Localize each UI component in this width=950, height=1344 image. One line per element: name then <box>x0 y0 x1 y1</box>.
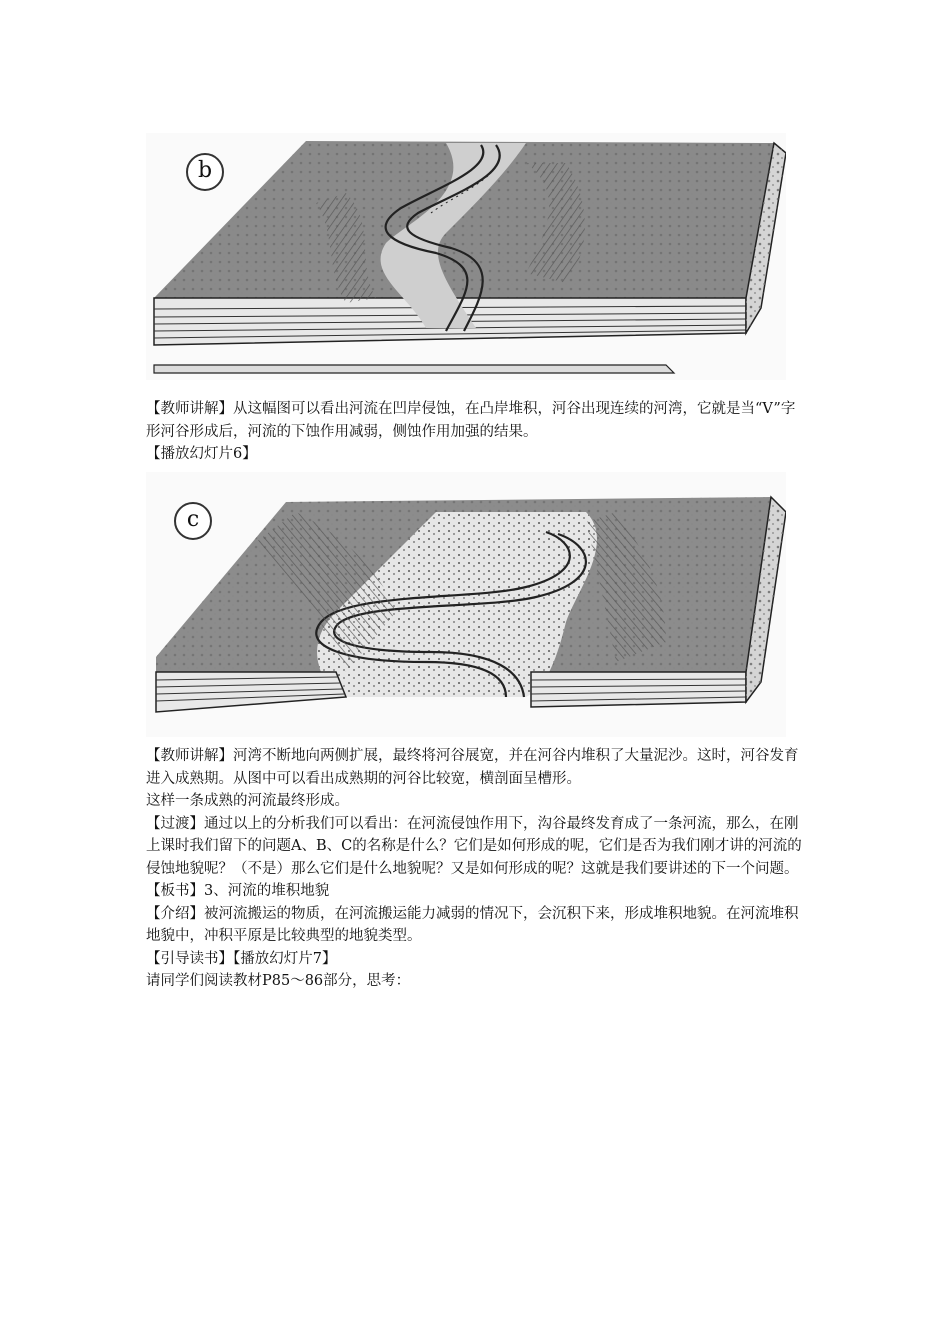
figure-c-mature-river-valley-diagram <box>146 472 786 737</box>
paragraph-text: 请同学们阅读教材P85～86部分，思考： <box>146 973 411 989</box>
paragraph <box>146 813 806 881</box>
paragraph <box>146 398 806 443</box>
paragraph-tag: 【教师讲解】 <box>146 401 233 417</box>
paragraph-tag: 【板书】 <box>146 883 204 899</box>
paragraph <box>146 948 806 971</box>
paragraph-tag: 【引导读书】【播放幻灯片7】 <box>146 950 337 967</box>
figure-b-label-text: b <box>197 158 213 183</box>
paragraph-text: 这样一条成熟的河流最终形成。 <box>146 793 349 809</box>
paragraph-text: 河湾不断地向两侧扩展，最终将河谷展宽，并在河谷内堆积了大量泥沙。这时，河谷发育进入成熟期。从图中可以看出成熟期的河谷比较宽，横剖面呈槽形。 <box>146 748 799 787</box>
figure-b-label <box>186 153 224 191</box>
paragraph <box>146 903 806 948</box>
paragraph-tag: 【过渡】 <box>146 815 204 832</box>
paragraph-text: 被河流搬运的物质，在河流搬运能力减弱的情况下，会沉积下来，形成堆积地貌。在河流堆积地貌中，冲积平原是比较典型的地貌类型。 <box>146 905 799 944</box>
paragraph-tag: 【播放幻灯片6】 <box>146 446 257 462</box>
paragraph <box>146 745 806 790</box>
paragraph <box>146 970 806 993</box>
figure-c-label-text: c <box>186 507 200 532</box>
paragraph-tag: 【介绍】 <box>146 905 204 922</box>
figure-b-drawing <box>146 133 786 380</box>
paragraph-text: 3、河流的堆积地貌 <box>204 883 330 899</box>
figure-c-drawing <box>146 472 786 737</box>
text-block-bottom <box>146 745 806 993</box>
figure-b-meandering-river-diagram <box>146 133 786 380</box>
paragraph <box>146 880 806 903</box>
paragraph <box>146 443 806 466</box>
paragraph-text: 通过以上的分析我们可以看出：在河流侵蚀作用下，沟谷最终发育成了一条河流，那么，在刚上课时我们留下的问题A、B、C的名称是什么？它们是如何形成的呢，它们是否为我们刚才讲的河流的侵蚀地貌呢？（不是）那么它们是什么地貌呢？又是如何形成的呢？这就是我们要讲述的下一个问题。 <box>146 815 802 877</box>
paragraph-tag: 【教师讲解】 <box>146 748 233 764</box>
paragraph <box>146 790 806 813</box>
text-block-top <box>146 398 806 466</box>
paragraph-text: 从这幅图可以看出河流在凹岸侵蚀，在凸岸堆积，河谷出现连续的河湾，它就是当“V”字形河谷形成后，河流的下蚀作用减弱，侧蚀作用加强的结果。 <box>146 401 796 440</box>
figure-c-label <box>174 502 212 540</box>
